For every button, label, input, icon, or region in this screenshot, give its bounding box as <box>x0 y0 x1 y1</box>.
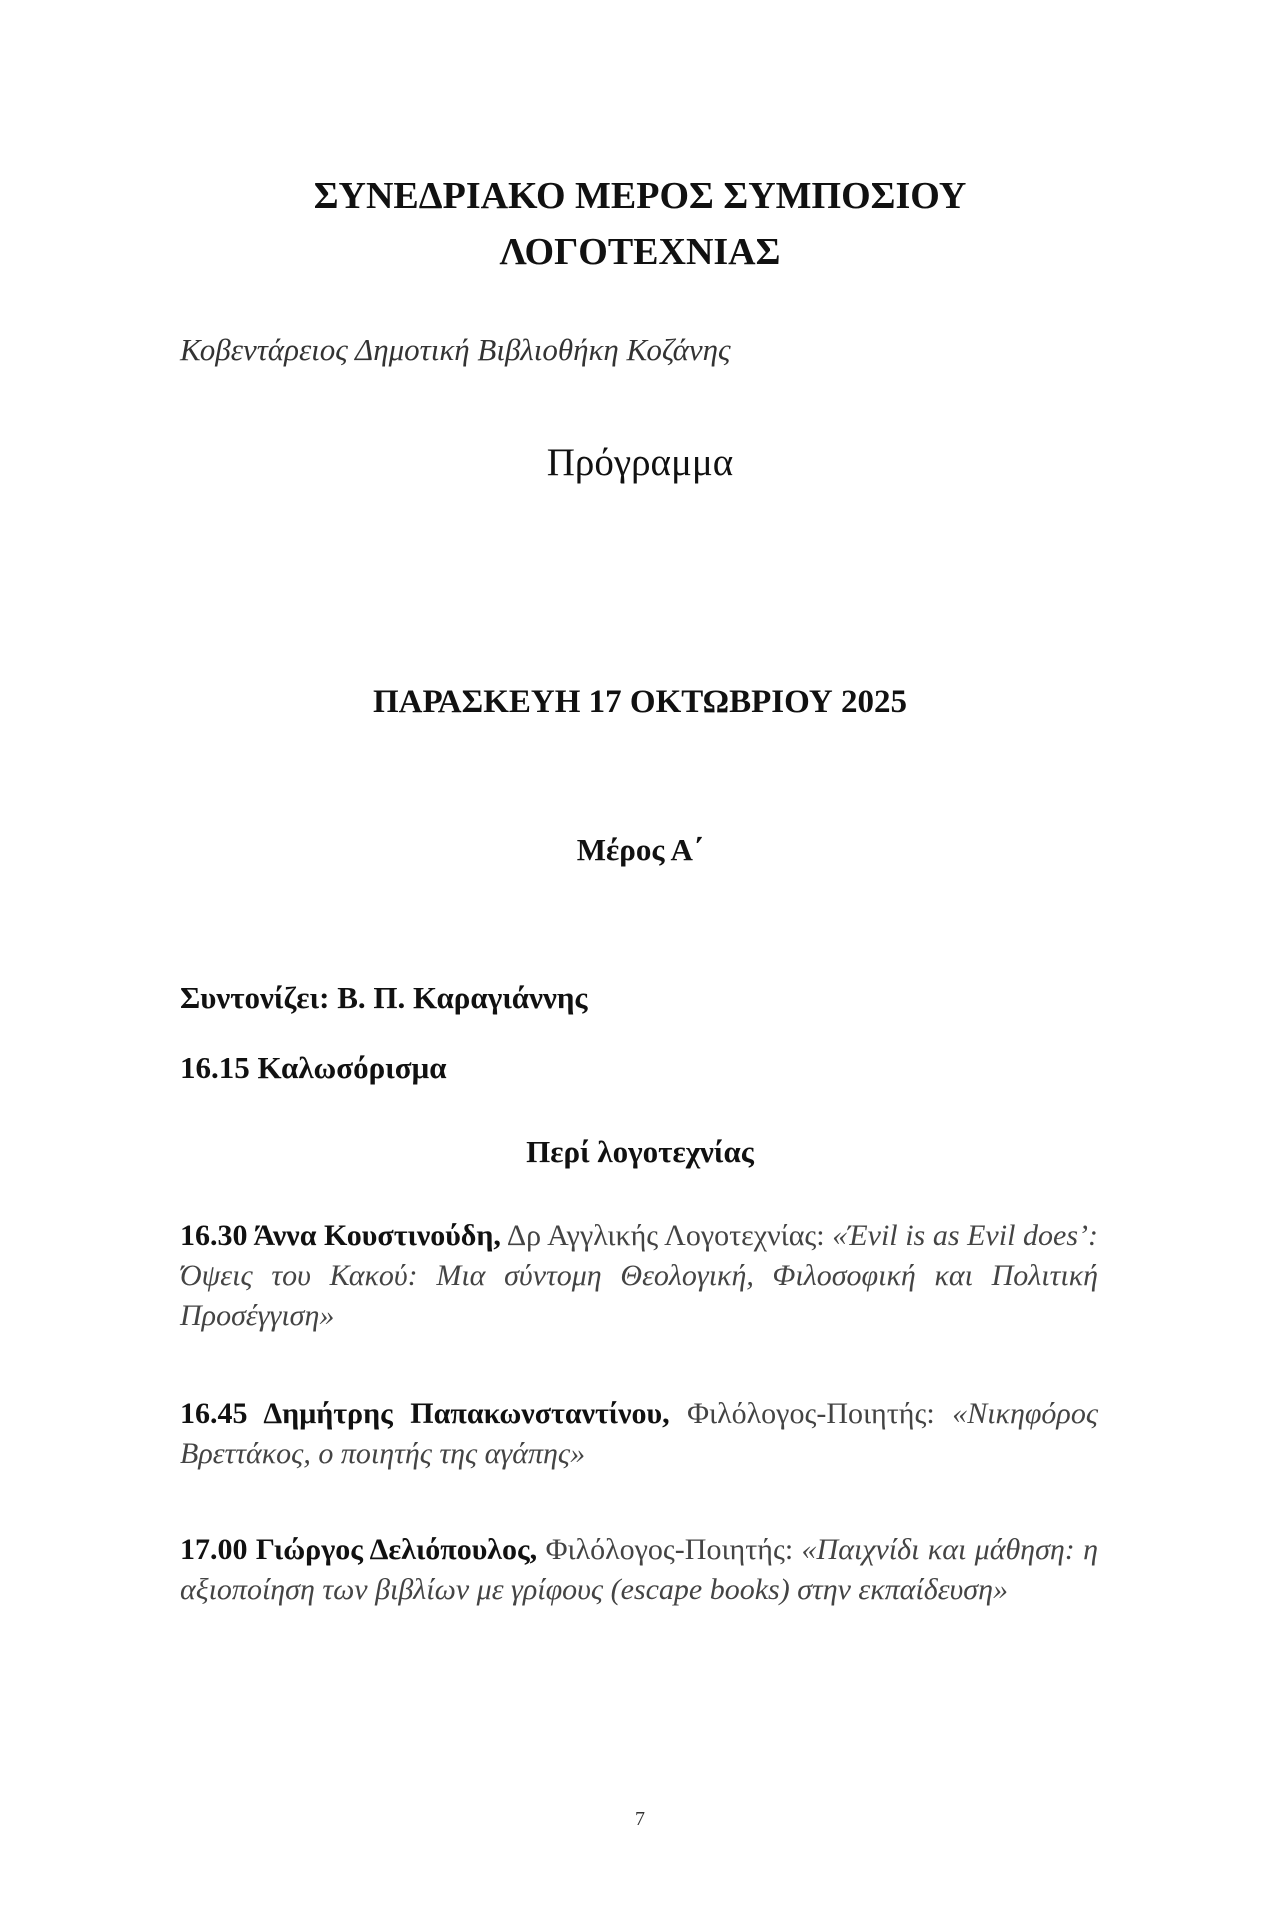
talk-speaker-role: Δρ Αγγλικής Λογοτεχνίας: <box>506 1219 825 1252</box>
part-heading: Μέρος Α΄ <box>576 832 704 867</box>
title-line-1: ΣΥΝΕΔΡΙΑΚΟ ΜΕΡΟΣ ΣΥΜΠΟΣΙΟΥ <box>313 175 967 217</box>
venue-line: Κοβεντάρειος Δημοτική Βιβλιοθήκη Κοζάνης <box>180 332 731 367</box>
talk-speaker-role: Φιλόλογος-Ποιητής: <box>545 1533 794 1566</box>
talk-time-speaker: 17.00 Γιώργος Δελιόπουλος, <box>180 1533 538 1566</box>
talk-topic: «Νικηφόρος Βρεττάκος, ο ποιητής της αγάπης» <box>180 1397 1098 1470</box>
programme-heading: Πρόγραμμα <box>546 441 734 484</box>
talk-time-speaker: 16.45 Δημήτρης Παπακωνσταντίνου, <box>180 1397 670 1430</box>
page-number: 7 <box>635 1808 645 1830</box>
talk-topic: «Παιχνίδι και μάθηση: η αξιοποίηση των βιβλίων με γρίφους (escape books) στην εκπαίδευση» <box>180 1533 1098 1606</box>
talk-speaker-role: Φιλόλογος-Ποιητής: <box>687 1397 935 1430</box>
coordinator-line: Συντονίζει: Β. Π. Καραγιάννης <box>180 980 588 1015</box>
date-heading: ΠΑΡΑΣΚΕΥΗ 17 ΟΚΤΩΒΡΙΟΥ 2025 <box>373 684 907 720</box>
document-title <box>0 168 1280 280</box>
talk-entry <box>180 1394 1098 1474</box>
talk-entry <box>180 1216 1098 1336</box>
section-heading: Περί λογοτεχνίας <box>526 1134 754 1169</box>
title-line-2: ΛΟΓΟΤΕΧΝΙΑΣ <box>499 231 781 273</box>
talk-time-speaker: 16.30 Άννα Κουστινούδη, <box>180 1219 501 1252</box>
welcome-line: 16.15 Καλωσόρισμα <box>180 1050 447 1085</box>
talk-entry <box>180 1530 1098 1610</box>
talk-topic: «Έvil is as Evil does’: Όψεις του Κακού: Μια σύντομη Θεολογική, Φιλοσοφική και Πολιτική Προσέγγιση» <box>180 1219 1098 1332</box>
